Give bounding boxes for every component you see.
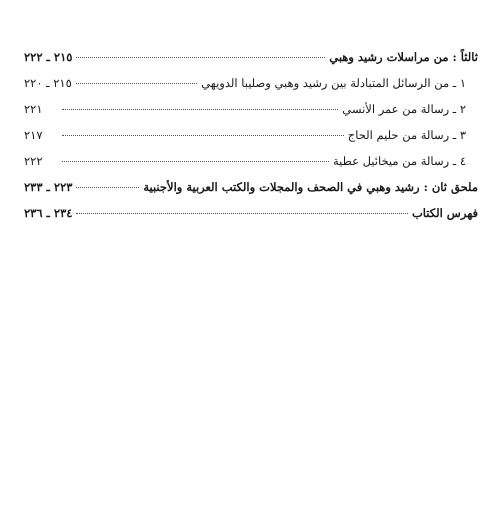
toc-entry-book-index — [24, 200, 478, 226]
toc-entry-pages: ٢١٧ — [24, 128, 43, 142]
toc-entry-pages: ٢٢٣ ـ ٢٣٣ — [24, 180, 73, 194]
toc-entry-pages: ٢٣٤ ـ ٢٣٦ — [24, 206, 73, 220]
dot-leader — [76, 57, 325, 58]
dot-leader — [76, 187, 139, 188]
dot-leader — [62, 161, 329, 162]
toc-entry-title: ٤ ـ رسالة من ميخائيل عطية — [333, 154, 466, 168]
table-of-contents — [24, 44, 478, 226]
toc-entry-title: ١ ـ من الرسائل المتبادلة بين رشيد وهبي وصليبا الدويهي — [201, 76, 466, 90]
toc-entry-title: ثالثاً : من مراسلات رشيد وهبي — [329, 50, 478, 64]
toc-entry-pages: ٢٢٢ — [24, 154, 43, 168]
toc-entry-pages: ٢١٥ ـ ٢٢٢ — [24, 50, 73, 64]
toc-entry-title: ملحق ثان : رشيد وهبي في الصحف والمجلات والكتب العربية والأجنبية — [143, 180, 478, 194]
toc-entry-section-three — [24, 44, 478, 70]
dot-leader — [62, 109, 338, 110]
toc-entry-appendix-two — [24, 174, 478, 200]
toc-entry-letter-mikhail-atiyah — [24, 148, 478, 174]
dot-leader — [76, 83, 197, 84]
dot-leader — [62, 135, 344, 136]
toc-entry-title: ٣ ـ رسالة من حليم الحاج — [347, 128, 466, 142]
toc-entry-pages: ٢٢١ — [24, 102, 43, 116]
toc-entry-letter-omar-ansi — [24, 96, 478, 122]
dot-leader — [76, 213, 408, 214]
toc-entry-pages: ٢١٥ ـ ٢٢٠ — [24, 76, 72, 90]
toc-entry-title: ٢ ـ رسالة من عمر الأنسي — [342, 102, 466, 116]
toc-entry-letter-halim-hajj — [24, 122, 478, 148]
toc-entry-letters-duwaihi — [24, 70, 478, 96]
toc-entry-title: فهرس الكتاب — [411, 206, 478, 220]
